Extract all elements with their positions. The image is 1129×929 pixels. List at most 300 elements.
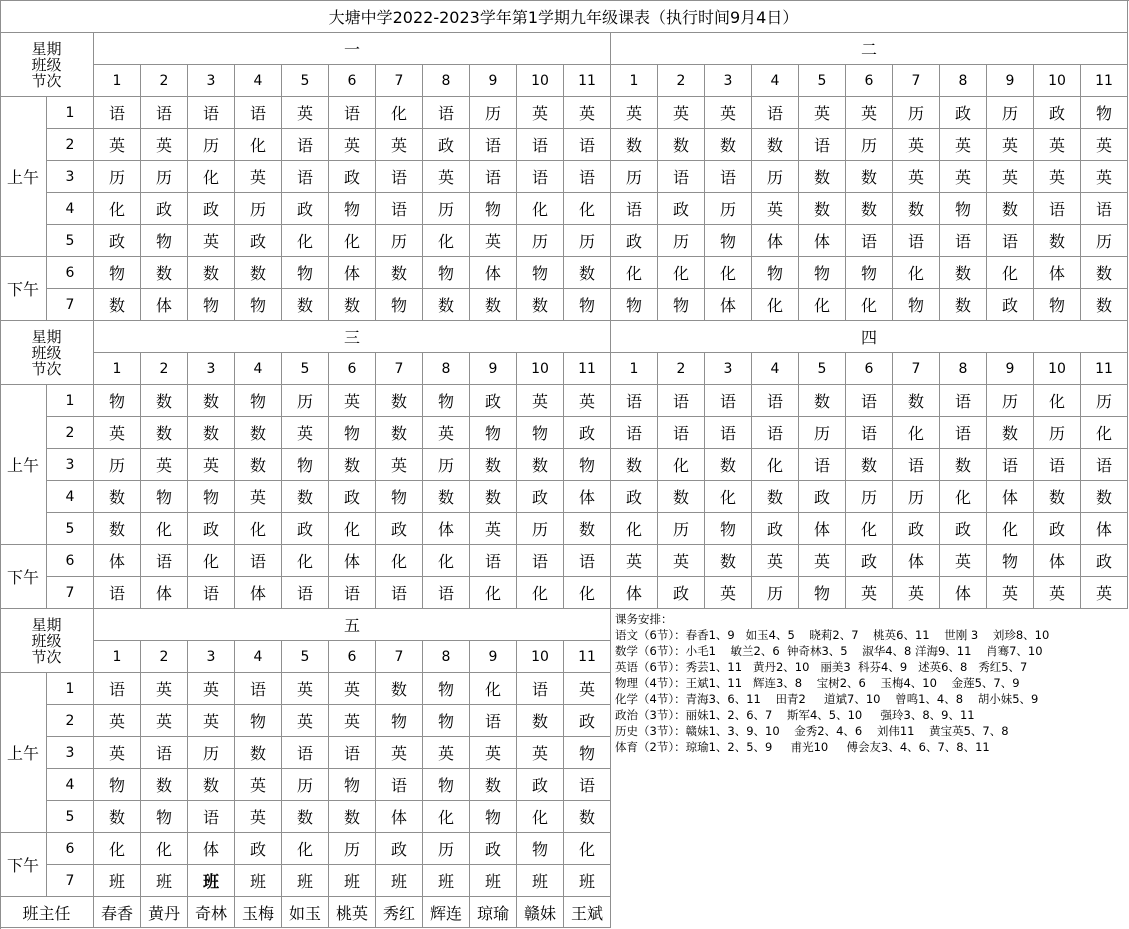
class-number: 3 — [188, 65, 235, 97]
subject-cell: 物 — [611, 289, 658, 321]
period-number: 4 — [47, 481, 94, 513]
homeroom-teacher: 黄丹 — [141, 897, 188, 928]
subject-cell: 化 — [846, 289, 893, 321]
subject-cell: 数 — [188, 417, 235, 449]
subject-cell: 英 — [141, 705, 188, 737]
subject-cell: 化 — [423, 801, 470, 833]
pm-label: 下午 — [0, 257, 47, 321]
subject-cell: 语 — [470, 705, 517, 737]
subject-cell: 数 — [141, 385, 188, 417]
subject-cell: 语 — [517, 545, 564, 577]
subject-cell: 英 — [658, 97, 705, 129]
subject-cell: 班 — [329, 865, 376, 897]
subject-cell: 语 — [517, 673, 564, 705]
subject-cell: 英 — [564, 673, 611, 705]
subject-cell: 历 — [517, 513, 564, 545]
class-number: 8 — [423, 353, 470, 385]
subject-cell: 物 — [987, 545, 1034, 577]
class-number: 6 — [846, 353, 893, 385]
subject-cell: 数 — [987, 417, 1034, 449]
homeroom-teacher: 如玉 — [282, 897, 329, 928]
subject-cell: 数 — [940, 289, 987, 321]
subject-cell: 班 — [188, 865, 235, 897]
class-number: 5 — [282, 641, 329, 673]
subject-cell: 英 — [141, 673, 188, 705]
subject-cell: 政 — [517, 481, 564, 513]
subject-cell: 化 — [423, 545, 470, 577]
subject-cell: 数 — [846, 449, 893, 481]
subject-cell: 英 — [329, 705, 376, 737]
subject-cell: 数 — [658, 129, 705, 161]
subject-cell: 语 — [282, 161, 329, 193]
subject-cell: 物 — [658, 289, 705, 321]
subject-cell: 数 — [705, 449, 752, 481]
subject-cell: 化 — [517, 801, 564, 833]
subject-cell: 语 — [423, 577, 470, 609]
subject-cell: 化 — [517, 577, 564, 609]
period-number: 4 — [47, 769, 94, 801]
subject-cell: 数 — [940, 257, 987, 289]
subject-cell: 化 — [611, 513, 658, 545]
subject-cell: 政 — [940, 97, 987, 129]
subject-cell: 政 — [470, 385, 517, 417]
subject-cell: 语 — [705, 417, 752, 449]
subject-cell: 语 — [188, 577, 235, 609]
period-number: 4 — [47, 193, 94, 225]
subject-cell: 语 — [564, 545, 611, 577]
subject-cell: 英 — [987, 129, 1034, 161]
period-number: 3 — [47, 449, 94, 481]
subject-cell: 语 — [517, 161, 564, 193]
day-header: 三 — [94, 321, 611, 353]
subject-cell: 体 — [1034, 545, 1081, 577]
subject-cell: 数 — [376, 417, 423, 449]
subject-cell: 物 — [235, 385, 282, 417]
subject-cell: 政 — [423, 129, 470, 161]
homeroom-teacher: 辉连 — [423, 897, 470, 928]
class-number: 9 — [987, 353, 1034, 385]
page-title: 大塘中学2022-2023学年第1学期九年级课表（执行时间9月4日） — [0, 0, 1128, 33]
subject-cell: 数 — [799, 161, 846, 193]
subject-cell: 政 — [564, 705, 611, 737]
class-number: 9 — [470, 641, 517, 673]
class-number: 10 — [1034, 353, 1081, 385]
subject-cell: 体 — [329, 545, 376, 577]
subject-cell: 化 — [564, 833, 611, 865]
subject-cell: 历 — [893, 97, 940, 129]
day-header: 一 — [94, 33, 611, 65]
subject-cell: 数 — [329, 289, 376, 321]
subject-cell: 政 — [282, 193, 329, 225]
subject-cell: 物 — [1081, 97, 1128, 129]
homeroom-teacher: 王斌 — [564, 897, 611, 928]
subject-cell: 物 — [564, 289, 611, 321]
subject-cell: 化 — [752, 289, 799, 321]
subject-cell: 政 — [846, 545, 893, 577]
homeroom-teacher: 春香 — [94, 897, 141, 928]
subject-cell: 数 — [799, 385, 846, 417]
subject-cell: 物 — [141, 225, 188, 257]
subject-cell: 体 — [893, 545, 940, 577]
class-number: 8 — [940, 65, 987, 97]
subject-cell: 数 — [94, 513, 141, 545]
period-number: 2 — [47, 705, 94, 737]
row-col-header — [0, 321, 94, 385]
subject-cell: 数 — [282, 481, 329, 513]
header-label-3: 节次 — [31, 647, 62, 666]
subject-cell: 数 — [517, 449, 564, 481]
subject-cell: 语 — [470, 545, 517, 577]
subject-cell: 英 — [188, 705, 235, 737]
assignment-line: 英语（6节）：秀芸1、11 黄丹2、10 丽美3 科芬4、9 述英6、8 秀红5、7 — [615, 660, 1028, 674]
subject-cell: 化 — [376, 545, 423, 577]
subject-cell: 语 — [141, 97, 188, 129]
subject-cell: 历 — [987, 385, 1034, 417]
subject-cell: 语 — [752, 97, 799, 129]
class-number: 10 — [517, 641, 564, 673]
subject-cell: 体 — [987, 481, 1034, 513]
subject-cell: 英 — [423, 737, 470, 769]
subject-cell: 数 — [611, 129, 658, 161]
subject-cell: 体 — [470, 257, 517, 289]
subject-cell: 政 — [799, 481, 846, 513]
subject-cell: 化 — [987, 513, 1034, 545]
class-number: 11 — [564, 353, 611, 385]
subject-cell: 语 — [423, 97, 470, 129]
subject-cell: 历 — [329, 833, 376, 865]
subject-cell: 物 — [94, 257, 141, 289]
subject-cell: 体 — [1034, 257, 1081, 289]
class-number: 9 — [987, 65, 1034, 97]
subject-cell: 体 — [705, 289, 752, 321]
subject-cell: 化 — [705, 257, 752, 289]
subject-cell: 语 — [376, 193, 423, 225]
period-number: 7 — [47, 289, 94, 321]
homeroom-teacher: 琼瑜 — [470, 897, 517, 928]
subject-cell: 英 — [376, 129, 423, 161]
assignment-line: 化学（4节）：青海3、6、11 田青2 道斌7、10 曾鸣1、4、8 胡小妹5、9 — [615, 692, 1039, 706]
subject-cell: 英 — [329, 673, 376, 705]
subject-cell: 政 — [94, 225, 141, 257]
assignment-line: 语文（6节）：春香1、9 如玉4、5 晓莉2、7 桃英6、11 世刚 3 刘珍8、10 — [615, 628, 1050, 642]
class-number: 1 — [94, 65, 141, 97]
subject-cell: 物 — [282, 449, 329, 481]
subject-cell: 历 — [987, 97, 1034, 129]
subject-cell: 物 — [329, 769, 376, 801]
subject-cell: 体 — [141, 289, 188, 321]
subject-cell: 英 — [564, 97, 611, 129]
subject-cell: 体 — [329, 257, 376, 289]
subject-cell: 英 — [1081, 577, 1128, 609]
subject-cell: 数 — [470, 481, 517, 513]
subject-cell: 物 — [329, 417, 376, 449]
subject-cell: 化 — [1034, 385, 1081, 417]
subject-cell: 物 — [893, 289, 940, 321]
subject-cell: 化 — [658, 257, 705, 289]
subject-cell: 政 — [1034, 513, 1081, 545]
period-number: 5 — [47, 513, 94, 545]
subject-cell: 数 — [376, 673, 423, 705]
subject-cell: 班 — [141, 865, 188, 897]
subject-cell: 语 — [376, 769, 423, 801]
header-label-1: 星期 — [31, 615, 62, 634]
class-number: 2 — [141, 353, 188, 385]
subject-cell: 英 — [94, 705, 141, 737]
subject-cell: 数 — [141, 769, 188, 801]
subject-cell: 语 — [235, 97, 282, 129]
subject-cell: 数 — [235, 417, 282, 449]
subject-cell: 政 — [141, 193, 188, 225]
subject-cell: 数 — [329, 801, 376, 833]
subject-cell: 历 — [423, 193, 470, 225]
class-number: 4 — [235, 65, 282, 97]
subject-cell: 语 — [799, 129, 846, 161]
subject-cell: 化 — [188, 161, 235, 193]
subject-cell: 英 — [141, 449, 188, 481]
subject-cell: 历 — [752, 577, 799, 609]
subject-cell: 政 — [940, 513, 987, 545]
subject-cell: 数 — [893, 193, 940, 225]
class-number: 7 — [376, 641, 423, 673]
subject-cell: 化 — [611, 257, 658, 289]
subject-cell: 物 — [94, 385, 141, 417]
subject-cell: 语 — [94, 97, 141, 129]
subject-cell: 历 — [705, 193, 752, 225]
teaching-assignments — [613, 610, 1127, 928]
class-number: 7 — [376, 353, 423, 385]
subject-cell: 体 — [376, 801, 423, 833]
subject-cell: 数 — [658, 481, 705, 513]
assignment-line: 体育（2节）：琼瑜1、2、5、9 甫光10 傅会友3、4、6、7、8、11 — [615, 740, 990, 754]
subject-cell: 化 — [282, 833, 329, 865]
class-number: 11 — [1081, 65, 1128, 97]
subject-cell: 化 — [705, 481, 752, 513]
subject-cell: 班 — [564, 865, 611, 897]
subject-cell: 语 — [987, 225, 1034, 257]
header-label-2: 班级 — [31, 343, 62, 362]
subject-cell: 数 — [141, 417, 188, 449]
subject-cell: 语 — [329, 97, 376, 129]
subject-cell: 化 — [94, 833, 141, 865]
subject-cell: 英 — [282, 97, 329, 129]
class-number: 11 — [564, 641, 611, 673]
class-number: 2 — [658, 353, 705, 385]
subject-cell: 化 — [987, 257, 1034, 289]
subject-cell: 数 — [423, 481, 470, 513]
class-number: 10 — [1034, 65, 1081, 97]
subject-cell: 语 — [658, 161, 705, 193]
row-col-header — [0, 33, 94, 97]
period-number: 1 — [47, 385, 94, 417]
subject-cell: 语 — [846, 385, 893, 417]
header-label-2: 班级 — [31, 631, 62, 650]
subject-cell: 政 — [235, 833, 282, 865]
am-label: 上午 — [0, 97, 47, 257]
subject-cell: 历 — [1034, 417, 1081, 449]
subject-cell: 体 — [1081, 513, 1128, 545]
subject-cell: 数 — [752, 481, 799, 513]
subject-cell: 化 — [517, 193, 564, 225]
subject-cell: 体 — [564, 481, 611, 513]
subject-cell: 语 — [893, 225, 940, 257]
class-number: 9 — [470, 353, 517, 385]
subject-cell: 化 — [376, 97, 423, 129]
subject-cell: 数 — [94, 289, 141, 321]
subject-cell: 数 — [1081, 289, 1128, 321]
subject-cell: 体 — [752, 225, 799, 257]
day-header: 二 — [611, 33, 1128, 65]
homeroom-label: 班主任 — [0, 897, 94, 928]
subject-cell: 数 — [1081, 481, 1128, 513]
subject-cell: 英 — [94, 737, 141, 769]
subject-cell: 体 — [611, 577, 658, 609]
row-col-header — [0, 609, 94, 673]
subject-cell: 化 — [329, 513, 376, 545]
subject-cell: 物 — [141, 801, 188, 833]
subject-cell: 语 — [846, 417, 893, 449]
class-number: 4 — [235, 641, 282, 673]
subject-cell: 政 — [376, 513, 423, 545]
subject-cell: 数 — [282, 801, 329, 833]
subject-cell: 英 — [141, 129, 188, 161]
subject-cell: 数 — [564, 513, 611, 545]
subject-cell: 数 — [987, 193, 1034, 225]
subject-cell: 物 — [423, 769, 470, 801]
subject-cell: 化 — [846, 513, 893, 545]
subject-cell: 语 — [987, 449, 1034, 481]
subject-cell: 英 — [470, 737, 517, 769]
subject-cell: 语 — [1081, 193, 1128, 225]
subject-cell: 化 — [658, 449, 705, 481]
subject-cell: 语 — [940, 385, 987, 417]
subject-cell: 物 — [423, 705, 470, 737]
subject-cell: 数 — [470, 449, 517, 481]
subject-cell: 英 — [752, 193, 799, 225]
subject-cell: 化 — [799, 289, 846, 321]
subject-cell: 英 — [940, 545, 987, 577]
period-number: 1 — [47, 673, 94, 705]
subject-cell: 语 — [799, 449, 846, 481]
subject-cell: 体 — [423, 513, 470, 545]
subject-cell: 数 — [1034, 225, 1081, 257]
class-number: 2 — [141, 65, 188, 97]
subject-cell: 英 — [658, 545, 705, 577]
subject-cell: 历 — [799, 417, 846, 449]
subject-cell: 英 — [940, 161, 987, 193]
subject-cell: 语 — [282, 577, 329, 609]
pm-label: 下午 — [0, 545, 47, 609]
subject-cell: 化 — [423, 225, 470, 257]
subject-cell: 英 — [799, 97, 846, 129]
subject-cell: 数 — [517, 705, 564, 737]
class-number: 3 — [705, 65, 752, 97]
subject-cell: 历 — [517, 225, 564, 257]
subject-cell: 物 — [282, 257, 329, 289]
subject-cell: 物 — [94, 769, 141, 801]
subject-cell: 英 — [329, 385, 376, 417]
subject-cell: 化 — [564, 577, 611, 609]
subject-cell: 语 — [564, 769, 611, 801]
subject-cell: 物 — [470, 417, 517, 449]
subject-cell: 语 — [235, 545, 282, 577]
subject-cell: 英 — [705, 97, 752, 129]
class-number: 4 — [752, 65, 799, 97]
subject-cell: 英 — [893, 129, 940, 161]
subject-cell: 英 — [470, 513, 517, 545]
class-number: 7 — [893, 353, 940, 385]
period-number: 5 — [47, 801, 94, 833]
subject-cell: 化 — [470, 577, 517, 609]
subject-cell: 物 — [329, 193, 376, 225]
period-number: 7 — [47, 865, 94, 897]
class-number: 4 — [235, 353, 282, 385]
subject-cell: 英 — [517, 385, 564, 417]
subject-cell: 语 — [705, 385, 752, 417]
subject-cell: 数 — [705, 129, 752, 161]
subject-cell: 数 — [235, 737, 282, 769]
subject-cell: 物 — [705, 513, 752, 545]
header-label-2: 班级 — [31, 55, 62, 74]
subject-cell: 数 — [893, 385, 940, 417]
subject-cell: 政 — [188, 513, 235, 545]
subject-cell: 语 — [282, 737, 329, 769]
subject-cell: 体 — [235, 577, 282, 609]
class-number: 5 — [799, 65, 846, 97]
subject-cell: 物 — [564, 449, 611, 481]
class-number: 7 — [376, 65, 423, 97]
subject-cell: 历 — [282, 385, 329, 417]
subject-cell: 物 — [188, 289, 235, 321]
subject-cell: 政 — [893, 513, 940, 545]
subject-cell: 语 — [752, 417, 799, 449]
period-number: 2 — [47, 417, 94, 449]
class-number: 6 — [329, 353, 376, 385]
subject-cell: 化 — [235, 513, 282, 545]
subject-cell: 数 — [235, 257, 282, 289]
period-number: 5 — [47, 225, 94, 257]
subject-cell: 英 — [188, 673, 235, 705]
subject-cell: 历 — [282, 769, 329, 801]
subject-cell: 历 — [846, 481, 893, 513]
period-number: 6 — [47, 257, 94, 289]
class-number: 5 — [282, 65, 329, 97]
subject-cell: 语 — [564, 129, 611, 161]
subject-cell: 物 — [376, 289, 423, 321]
subject-cell: 政 — [329, 481, 376, 513]
class-number: 2 — [141, 641, 188, 673]
subject-cell: 化 — [329, 225, 376, 257]
subject-cell: 英 — [188, 449, 235, 481]
subject-cell: 物 — [376, 705, 423, 737]
class-number: 1 — [611, 353, 658, 385]
assignment-line: 数学（6节）：小毛1 敏兰2、6 钟奇林3、5 淑华4、8 洋海9、11 肖骞7、10 — [615, 644, 1043, 658]
subject-cell: 物 — [517, 833, 564, 865]
subject-cell: 英 — [1081, 161, 1128, 193]
subject-cell: 历 — [188, 129, 235, 161]
class-number: 3 — [188, 641, 235, 673]
subject-cell: 历 — [658, 513, 705, 545]
subject-cell: 数 — [517, 289, 564, 321]
subject-cell: 历 — [564, 225, 611, 257]
subject-cell: 英 — [282, 673, 329, 705]
subject-cell: 语 — [517, 129, 564, 161]
class-number: 7 — [893, 65, 940, 97]
homeroom-teacher: 赣妹 — [517, 897, 564, 928]
subject-cell: 数 — [1081, 257, 1128, 289]
subject-cell: 数 — [329, 449, 376, 481]
subject-cell: 数 — [188, 769, 235, 801]
header-label-3: 节次 — [31, 71, 62, 90]
